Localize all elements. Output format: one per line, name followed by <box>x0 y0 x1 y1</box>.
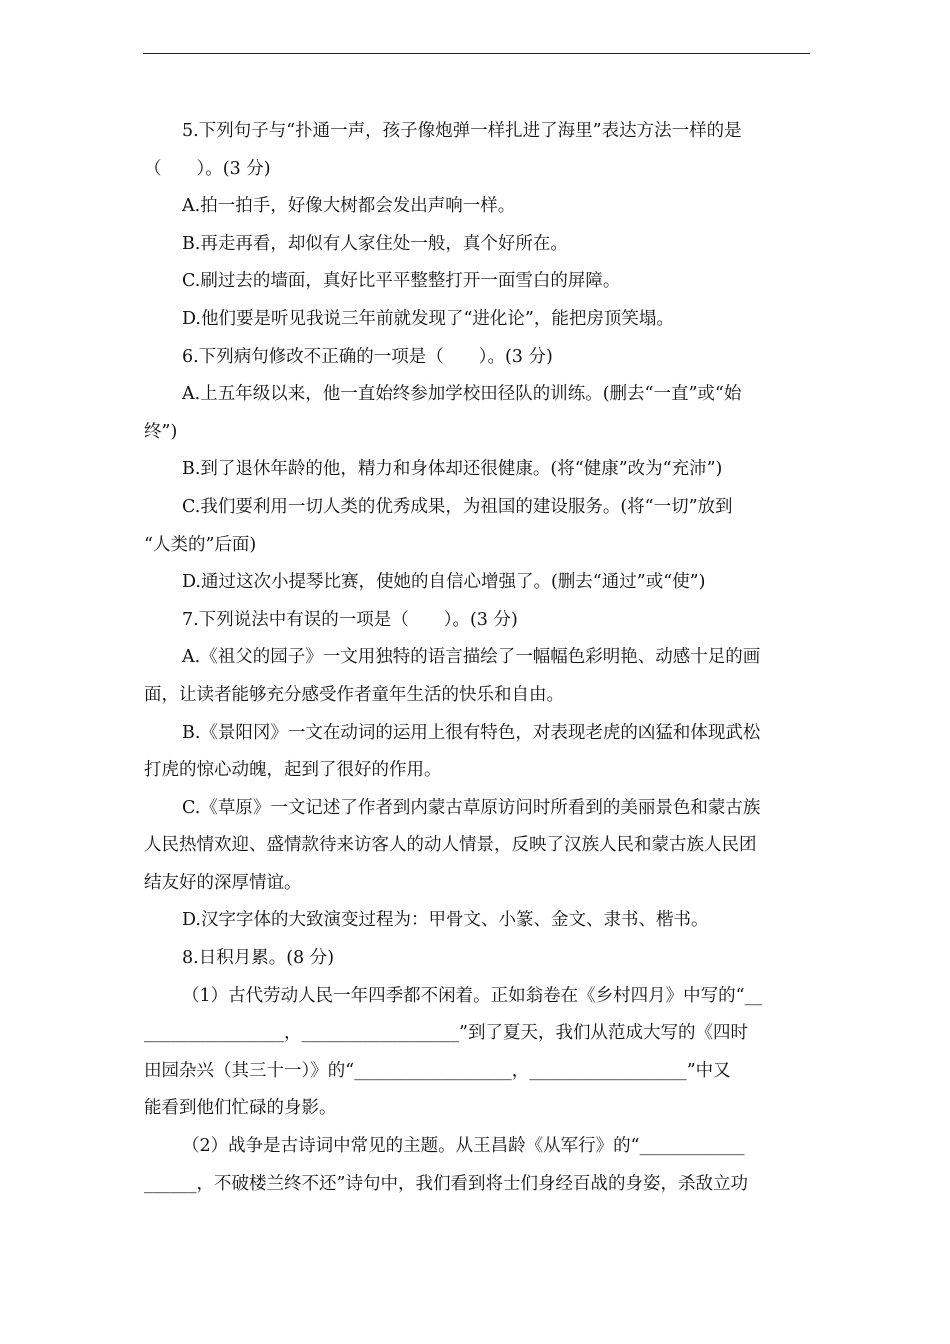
text-line: 6.下列病句修改不正确的一项是（ ）。(3 分) <box>182 346 553 367</box>
text-line: 8.日积月累。(8 分) <box>182 948 335 969</box>
text-line: ________________，__________________”到了夏天，我们从范成大写的《四时 <box>144 1023 748 1044</box>
text-line: D.汉字字体的大致演变过程为：甲骨文、小篆、金文、隶书、楷书。 <box>182 910 709 931</box>
text-line: B.再走再看，却似有人家住处一般，真个好所在。 <box>182 233 568 254</box>
text-line: C.我们要利用一切人类的优秀成果，为祖国的建设服务。(将“一切”放到 <box>182 496 733 517</box>
text-line: A.《祖父的园子》一文用独特的语言描绘了一幅幅色彩明艳、动感十足的画 <box>182 647 761 668</box>
document-body <box>144 113 812 1203</box>
text-line: 人民热情欢迎、盛情款待来访客人的动人情景，反映了汉族人民和蒙古族人民团 <box>144 835 757 856</box>
text-line: D.通过这次小提琴比赛，使她的自信心增强了。(删去“通过”或“使”) <box>182 572 706 593</box>
text-line: （2）战争是古诗词中常见的主题。从王昌龄《从军行》的“____________ <box>182 1136 745 1157</box>
text-line: 终”) <box>144 421 178 442</box>
text-line: C.刷过去的墙面，真好比平平整整打开一面雪白的屏障。 <box>182 271 621 292</box>
text-line: 能看到他们忙碌的身影。 <box>144 1098 337 1119</box>
header-rule <box>143 53 810 54</box>
text-line: 5.下列句子与“扑通一声，孩子像炮弹一样扎进了海里”表达方法一样的是 <box>182 121 742 141</box>
text-line: A.上五年级以来，他一直始终参加学校田径队的训练。(删去“一直”或“始 <box>182 384 742 405</box>
text-line: B.到了退休年龄的他，精力和身体却还很健康。(将“健康”改为“充沛”) <box>182 459 723 480</box>
text-line: （ ）。(3 分) <box>144 158 271 179</box>
text-line: （1）古代劳动人民一年四季都不闲着。正如翁卷在《乡村四月》中写的“__ <box>182 985 763 1006</box>
text-line: 7.下列说法中有误的一项是（ ）。(3 分) <box>182 609 518 630</box>
text-line: A.拍一拍手，好像大树都会发出声响一样。 <box>182 196 516 217</box>
text-line: C.《草原》一文记述了作者到内蒙古草原访问时所看到的美丽景色和蒙古族 <box>182 797 761 818</box>
text-line: 面，让读者能够充分感受作者童年生活的快乐和自由。 <box>144 684 564 705</box>
text-line: 田园杂兴（其三十一）》的“__________________，__________________”中又 <box>144 1060 731 1081</box>
text-line: B.《景阳冈》一文在动词的运用上很有特色，对表现老虎的凶猛和体现武松 <box>182 722 761 743</box>
text-line: “人类的”后面) <box>144 534 257 555</box>
text-line: D.他们要是听见我说三年前就发现了“进化论”，能把房顶笑塌。 <box>182 308 674 329</box>
text-line: ______，不破楼兰终不还”诗句中，我们看到将士们身经百战的身姿，杀敌立功 <box>144 1173 748 1194</box>
text-line: 打虎的惊心动魄，起到了很好的作用。 <box>144 760 442 781</box>
text-line: 结友好的深厚情谊。 <box>144 872 302 893</box>
